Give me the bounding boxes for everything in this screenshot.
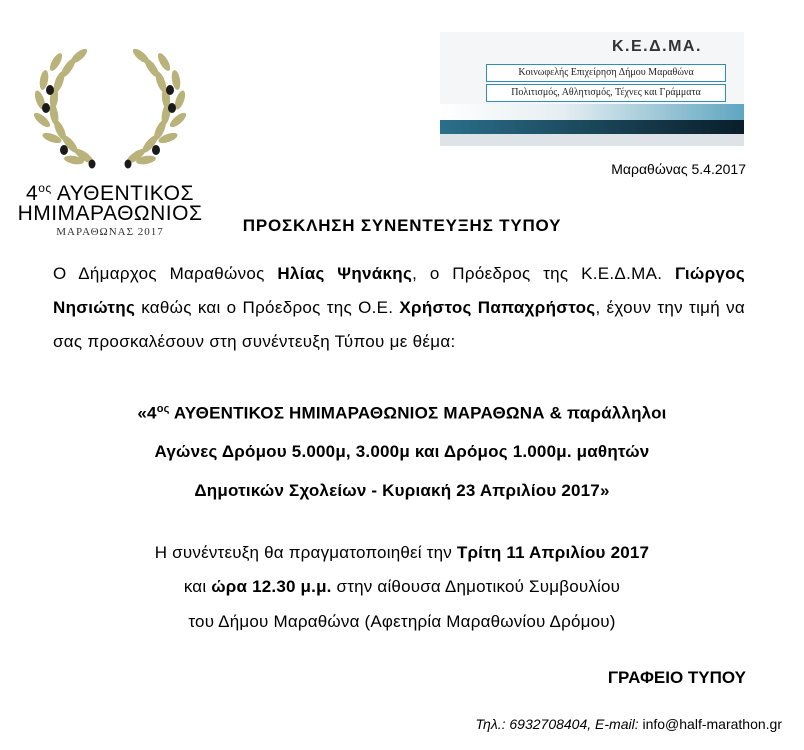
- olive-wreath-icon: [22, 38, 198, 178]
- topic-line-1: «$4^{o\varsigma}$ ΑΥΘΕΝΤΙΚΟΣ ΗΜΙΜΑΡΑΘΩΝΙΟΣ ΜΑΡΑΘΩΝΑ & παράλληλοι: [137, 403, 667, 423]
- topic-line-3: Δημοτικών Σχολείων - Κυριακή 23 Απριλίου 2017»: [194, 481, 610, 500]
- kedma-president-name: Γιώργος Νησιώτης: [53, 264, 745, 317]
- details-line-1: Η συνέντευξη θα πραγματοποιηθεί την Τρίτη 11 Απριλίου 2017: [154, 543, 650, 562]
- logo-subtitle: ΜΑΡΑΘΩΝΑΣ 2017: [56, 226, 164, 238]
- document-heading: ΠΡΟΣΚΛΗΣΗ ΣΥΝΕΝΤΕΥΞΗΣ ΤΥΠΟΥ: [242, 216, 562, 235]
- mayor-name: Ηλίας Ψηνάκης: [277, 264, 413, 283]
- contact-info: Τηλ.: 6932708404, E-mail: info@half-marathon.gr: [475, 716, 782, 732]
- logo-title: $4^{o\varsigma}$ ΑΥΘΕΝΤΙΚΟΣ: [26, 181, 194, 205]
- email-link[interactable]: info@half-marathon.gr: [642, 716, 782, 732]
- kedma-line2: Πολιτισμός, Αθλητισμός, Τέχνες και Γράμματα: [486, 84, 726, 102]
- details-line-3: του Δήμου Μαραθώνα (Αφετηρία Μαραθωνίου Δρόμου): [188, 612, 616, 631]
- press-office-signature: ΓΡΑΦΕΙΟ ΤΥΠΟΥ: [607, 668, 746, 687]
- logo-title-line2: ΗΜΙΜΑΡΑΘΩΝΙΟΣ: [17, 202, 203, 225]
- topic-line-2: Αγώνες Δρόμου 5.000μ, 3.000μ και Δρόμος 1.000μ. μαθητών: [154, 442, 650, 461]
- invitation-paragraph: Ο Δήμαρχος Μαραθώνος Ηλίας Ψηνάκης, ο Πρόεδρος της Κ.Ε.Δ.ΜΑ. Γιώργος Νησιώτης καθώς και ο Πρόεδρος της Ο.Ε. Χρήστος Παπαχρήστος, έχουν την τιμή να σας προσκαλέσουν στη συνέντευξη Τύπου με θέμα:: [53, 264, 745, 351]
- document-date: Μαραθώνας 5.4.2017: [611, 161, 746, 177]
- kedma-title: Κ.Ε.Δ.ΜΑ.: [612, 38, 702, 55]
- kedma-line1: Κοινωφελής Επιχείρηση Δήμου Μαραθώνα: [486, 64, 726, 82]
- details-line-2: και ώρα 12.30 μ.μ. στην αίθουσα Δημοτικού Συμβουλίου: [183, 577, 621, 596]
- oe-president-name: Χρήστος Παπαχρήστος: [399, 298, 596, 317]
